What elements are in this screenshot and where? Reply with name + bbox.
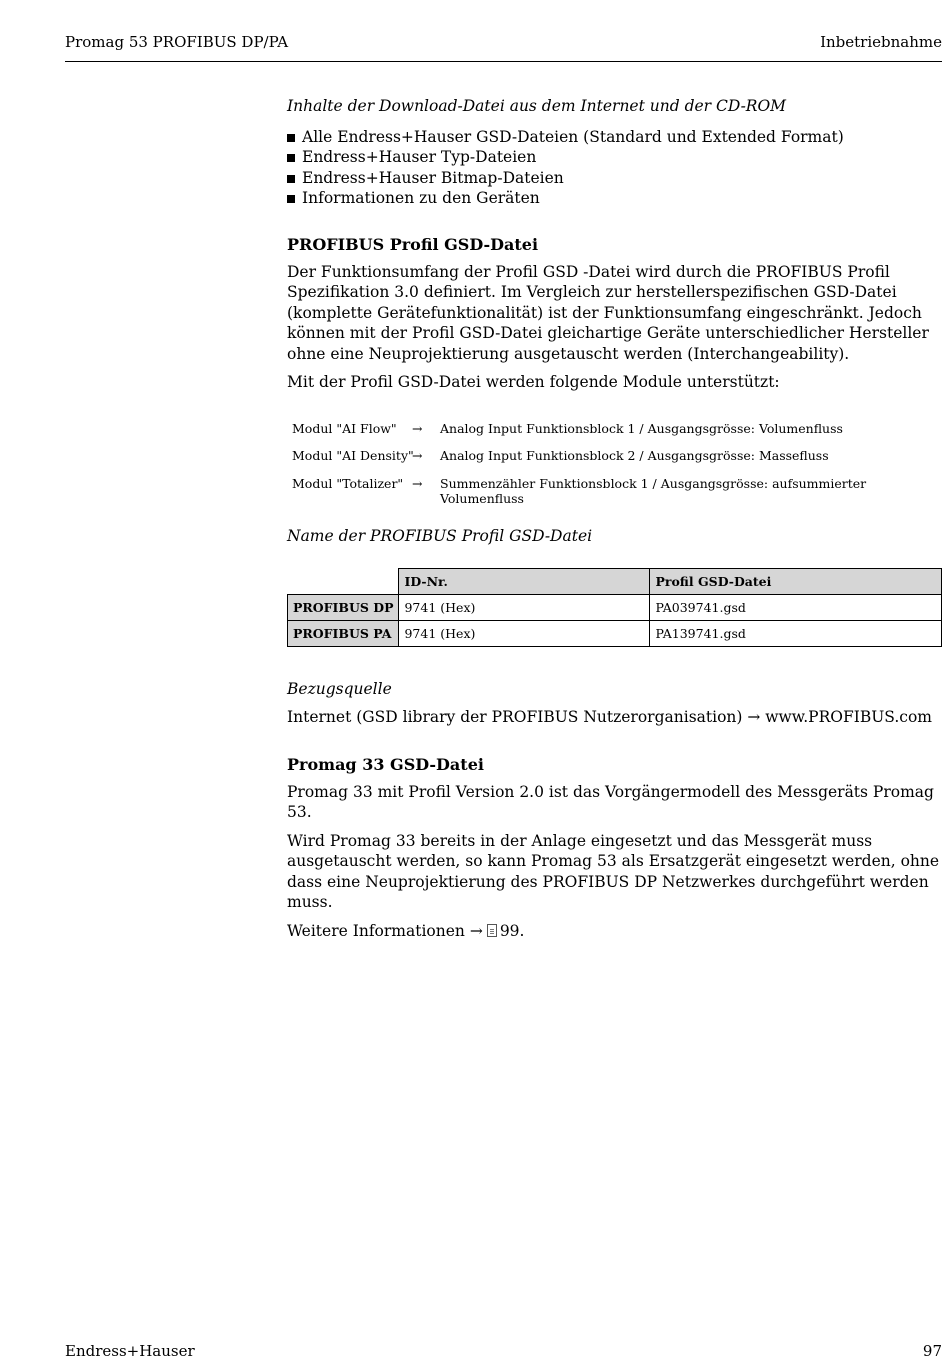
- header-title: Promag 53 PROFIBUS DP/PA: [65, 33, 289, 51]
- id-cell: 9741 (Hex): [399, 620, 650, 646]
- source-heading: Bezugsquelle: [287, 679, 392, 698]
- page-reference-icon: [487, 924, 497, 937]
- arrow-icon: →: [412, 420, 423, 436]
- promag33-heading: Promag 33 GSD-Datei: [287, 754, 484, 774]
- bullet-icon: [287, 134, 295, 142]
- list-item: Alle Endress+Hauser GSD-Dateien (Standard und Extended Format): [287, 127, 942, 148]
- arrow-icon: →: [412, 448, 423, 463]
- bullet-icon: [287, 175, 295, 183]
- module-description: Analog Input Funktionsblock 2 / Ausgangsgrösse: Massefluss: [440, 448, 829, 463]
- column-header-file: Profil GSD-Datei: [650, 568, 942, 594]
- file-cell: PA139741.gsd: [650, 620, 942, 646]
- download-contents-list: [287, 127, 942, 209]
- module-name: Modul "AI Flow": [292, 420, 397, 436]
- page-header: [65, 31, 942, 62]
- modules-list: [287, 415, 942, 506]
- list-item: Endress+Hauser Typ-Dateien: [287, 147, 942, 168]
- column-header-id: ID-Nr.: [399, 568, 650, 594]
- more-info-text: Weitere Informationen →: [287, 921, 483, 940]
- promag33-paragraph-1: Promag 33 mit Profil Version 2.0 ist das Vorgängermodell des Messgeräts Promag 53.: [287, 782, 934, 821]
- page-content: [287, 96, 942, 941]
- profile-gsd-heading: PROFIBUS Profil GSD-Datei: [287, 234, 539, 254]
- module-row: [287, 415, 942, 443]
- file-cell: PA039741.gsd: [650, 594, 942, 620]
- bullet-icon: [287, 154, 295, 162]
- promag33-paragraph-2: Wird Promag 33 bereits in der Anlage eingesetzt und das Messgerät muss ausgetauscht werden, so kann Promag 53 als Ersatzgerät eingesetzt werden, ohne dass eine Neuprojektierung des PROFIBUS DP Netzwerkes durchgeführt werden muss.: [287, 831, 940, 911]
- row-label: PROFIBUS PA: [288, 620, 399, 646]
- arrow-icon: →: [412, 475, 423, 491]
- module-name: Modul "Totalizer": [292, 475, 404, 491]
- table-header-row: [288, 568, 942, 594]
- module-description: Summenzähler Funktionsblock 1 / Ausgangsgrösse: aufsummierter Volumenfluss: [440, 475, 867, 506]
- download-contents-heading: Inhalte der Download-Datei aus dem Internet und der CD-ROM: [287, 97, 787, 115]
- gsd-table: [287, 568, 942, 647]
- modules-intro: Mit der Profil GSD-Datei werden folgende Module unterstützt:: [287, 373, 780, 391]
- module-row: [287, 442, 942, 470]
- footer-company: Endress+Hauser: [65, 1342, 195, 1360]
- page-number: 97: [922, 1342, 942, 1360]
- list-item: Endress+Hauser Bitmap-Dateien: [287, 168, 942, 189]
- more-info-line: [287, 921, 942, 942]
- row-label: PROFIBUS DP: [288, 594, 399, 620]
- list-item: Informationen zu den Geräten: [287, 188, 942, 209]
- profile-gsd-paragraph: Der Funktionsumfang der Profil GSD -Datei wird durch die PROFIBUS Profil Spezifikation 3.0 definiert. Im Vergleich zur herstellerspezifischen GSD-Datei (komplette Gerätefunktionalität) ist der Funktionsumfang eingeschränkt. Jedoch können mit der Profil GSD-Datei gleichartige Geräte unterschiedlicher Hersteller ohne eine Neuprojektierung ausgetauscht werden (Interchangeability).: [287, 262, 929, 363]
- bullet-icon: [287, 195, 295, 203]
- module-row: [287, 470, 942, 506]
- id-cell: 9741 (Hex): [399, 594, 650, 620]
- source-text: Internet (GSD library der PROFIBUS Nutzerorganisation) → www.PROFIBUS.com: [287, 708, 933, 726]
- table-corner-cell: [288, 568, 399, 594]
- table-row: [288, 620, 942, 646]
- header-section: Inbetriebnahme: [820, 33, 942, 51]
- module-description: Analog Input Funktionsblock 1 / Ausgangsgrösse: Volumenfluss: [440, 420, 843, 436]
- page-reference: 99.: [499, 921, 525, 940]
- table-row: [288, 594, 942, 620]
- gsd-name-heading: Name der PROFIBUS Profil GSD-Datei: [287, 527, 593, 545]
- module-name: Modul "AI Density": [292, 448, 414, 463]
